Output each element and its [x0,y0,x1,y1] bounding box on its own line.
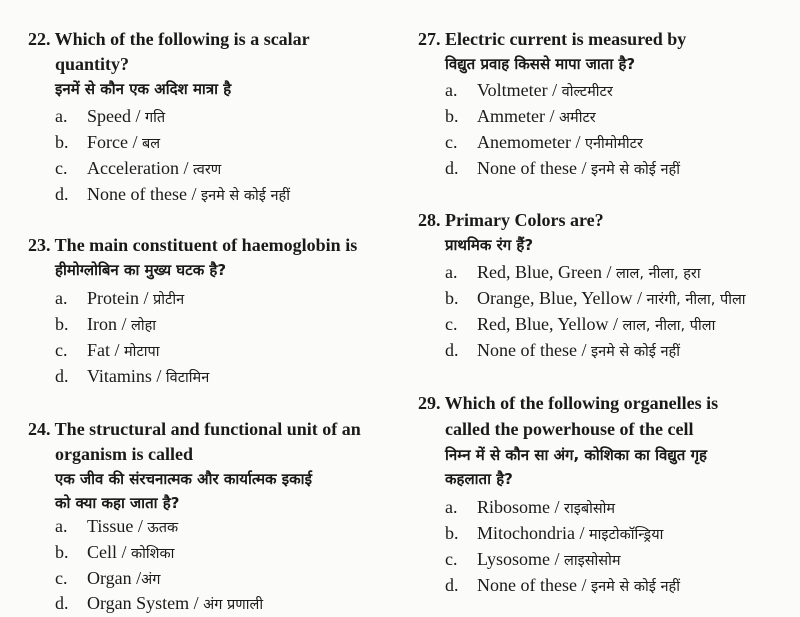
option-letter: c. [55,568,68,588]
question-28-option-b [445,286,746,312]
option-letter: c. [55,158,68,178]
question-23-hindi: हीमोग्लोबिन का मुख्य घटक है? [55,261,227,279]
option-hindi: एनीमोमीटर [584,136,643,152]
option-hindi: माइटोकॉन्ड्रिया [588,527,664,543]
option-english: Lysosome / [477,549,565,569]
question-28-option-d [445,338,680,364]
question-27-option-d [445,156,680,182]
question-23-option-d [55,364,209,390]
option-hindi: त्वरण [192,162,222,178]
question-24-option-c [55,566,160,592]
option-letter: a. [445,80,458,100]
option-letter: a. [445,262,458,282]
option-english: Cell / [87,542,131,562]
option-hindi: अमीटर [558,110,596,126]
option-english: Vitamins / [87,366,166,386]
question-23-title-line1: 23. The main constituent of haemoglobin is [28,235,358,255]
option-english: Orange, Blue, Yellow / [477,288,647,308]
option-english: Organ / [87,568,142,588]
option-hindi: अंग [141,572,161,588]
option-hindi: इनमे से कोई नहीं [200,188,290,204]
question-29-option-d [445,573,680,599]
option-hindi: गति [145,110,166,126]
option-hindi: अंग प्रणाली [203,597,264,613]
question-28-option-a [445,260,701,286]
option-hindi: इनमे से कोई नहीं [590,579,680,595]
option-hindi: नारंगी, नीला, पीला [646,292,746,308]
question-27-option-c [445,130,643,156]
option-hindi: प्रोटीन [153,292,185,308]
question-29-hindi-line1: निम्न में से कौन सा अंग, कोशिका का विद्युत गृह [445,446,707,464]
option-english: Speed / [87,106,145,126]
question-29-title-line1: 29. Which of the following organelles is [418,393,719,413]
option-english: None of these / [87,184,201,204]
option-letter: c. [445,549,458,569]
option-letter: b. [445,288,459,308]
option-letter: b. [445,106,459,126]
option-letter: c. [445,314,458,334]
option-english: Mitochondria / [477,523,589,543]
option-hindi: वोल्टमीटर [561,84,613,100]
option-letter: d. [445,575,459,595]
question-23-option-b [55,312,156,338]
option-english: None of these / [477,340,591,360]
question-29-option-a [445,495,615,521]
option-letter: a. [55,288,68,308]
option-english: Ribosome / [477,497,565,517]
option-english: None of these / [477,158,591,178]
option-hindi: विटामिन [165,370,210,386]
option-english: None of these / [477,575,591,595]
question-22-option-a [55,104,165,130]
option-hindi: इनमे से कोई नहीं [590,162,680,178]
option-letter: b. [55,542,69,562]
question-24-option-a [55,514,178,540]
option-english: Force / [87,132,142,152]
option-letter: d. [55,593,69,613]
option-letter: b. [445,523,459,543]
question-22-hindi: इनमें से कौन एक अदिश मात्रा है [55,80,232,98]
question-27-option-b [445,104,596,130]
option-hindi: मोटापा [124,344,160,360]
option-hindi: बल [141,136,161,152]
option-letter: a. [445,497,458,517]
option-english: Voltmeter / [477,80,562,100]
question-27-hindi: विद्युत प्रवाह किससे मापा जाता है? [445,55,636,73]
question-22-title-line2: quantity? [55,54,130,74]
question-24-hindi-line1: एक जीव की संरचनात्मक और कार्यात्मक इकाई [55,470,312,488]
option-letter: b. [55,132,69,152]
option-hindi: लाइसोसोम [564,553,621,569]
option-letter: c. [445,132,458,152]
question-22-title-line1: 22. Which of the following is a scalar [28,29,310,49]
question-23-option-c [55,338,160,364]
question-28-hindi: प्राथमिक रंग हैं? [445,236,534,254]
question-29-hindi-line2: कहलाता है? [445,470,513,488]
question-24-option-d [55,591,263,617]
option-english: Tissue / [87,516,148,536]
option-english: Anemometer / [477,132,585,152]
option-letter: d. [55,184,69,204]
option-english: Organ System / [87,593,204,613]
question-24-title-line1: 24. The structural and functional unit of an [28,419,361,439]
question-24-hindi-line2: को क्या कहा जाता है? [55,494,180,512]
question-22-option-b [55,130,160,156]
question-27-option-a [445,78,613,104]
question-28-option-c [445,312,715,338]
question-29-option-c [445,547,621,573]
question-22-option-d [55,182,290,208]
option-english: Red, Blue, Yellow / [477,314,623,334]
option-letter: b. [55,314,69,334]
option-hindi: लाल, नीला, पीला [622,318,716,334]
question-27-title-line1: 27. Electric current is measured by [418,29,687,49]
question-29-title-line2: called the powerhouse of the cell [445,419,694,439]
option-letter: d. [445,158,459,178]
option-letter: a. [55,516,68,536]
option-hindi: लोहा [131,318,157,334]
option-english: Red, Blue, Green / [477,262,616,282]
question-22-option-c [55,156,221,182]
option-letter: c. [55,340,68,360]
question-29-option-b [445,521,663,547]
option-english: Ammeter / [477,106,559,126]
option-letter: d. [55,366,69,386]
option-english: Iron / [87,314,131,334]
question-24-title-line2: organism is called [55,444,193,464]
option-hindi: लाल, नीला, हरा [615,266,701,282]
option-english: Protein / [87,288,153,308]
option-hindi: कोशिका [131,546,175,562]
option-english: Acceleration / [87,158,193,178]
option-hindi: राइबोसोम [564,501,616,517]
option-hindi: ऊतक [147,520,179,536]
question-24-option-b [55,540,174,566]
question-28-title-line1: 28. Primary Colors are? [418,210,604,230]
question-23-option-a [55,286,184,312]
option-letter: d. [445,340,459,360]
option-letter: a. [55,106,68,126]
option-hindi: इनमे से कोई नहीं [590,344,680,360]
option-english: Fat / [87,340,125,360]
